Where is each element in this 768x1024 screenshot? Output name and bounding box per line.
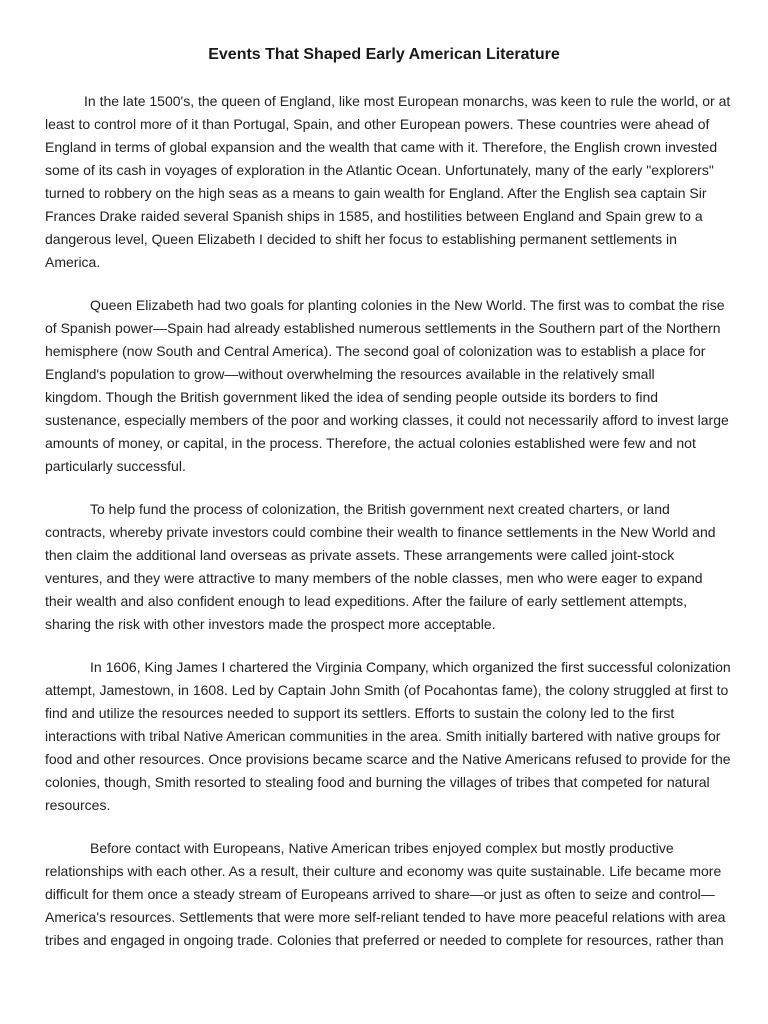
paragraph-line: attempt, Jamestown, in 1608. Led by Captain John Smith (of Pocahontas fame), the colony struggled at first to — [45, 682, 729, 698]
document-title: Events That Shaped Early American Literature — [208, 46, 560, 63]
paragraph-line: In 1606, King James I chartered the Virginia Company, which organized the first successful colonization — [90, 659, 731, 675]
paragraph-line: hemisphere (now South and Central America). The second goal of colonization was to establish a place for — [45, 343, 706, 359]
document-body — [45, 90, 731, 972]
paragraph-4 — [45, 656, 731, 817]
paragraph-1 — [45, 90, 731, 274]
paragraph-line: In the late 1500's, the queen of England, like most European monarchs, was keen to rule the world, or at — [84, 93, 731, 109]
paragraph-line: turned to robbery on the high seas as a means to gain wealth for England. After the English sea captain Sir — [45, 185, 707, 201]
paragraph-line: sustenance, especially members of the poor and working classes, it could not necessarily afford to invest large — [45, 412, 729, 428]
paragraph-line: relationships with each other. As a result, their culture and economy was quite sustainable. Life became more — [45, 863, 722, 879]
paragraph-line: their wealth and also confident enough to lead expeditions. After the failure of early settlement attempts, — [45, 593, 688, 609]
paragraph-line: resources. — [45, 797, 111, 813]
paragraph-line: interactions with tribal Native American communities in the area. Smith initially bartered with native groups for — [45, 728, 721, 744]
paragraph-line: contracts, whereby private investors could combine their wealth to finance settlements in the New World and — [45, 524, 716, 540]
paragraph-line: sharing the risk with other investors made the prospect more acceptable. — [45, 616, 496, 632]
paragraph-line: Queen Elizabeth had two goals for planting colonies in the New World. The first was to combat the rise — [90, 297, 725, 313]
paragraph-line: America. — [45, 254, 101, 270]
paragraph-line: difficult for them once a steady stream of Europeans arrived to share—or just as often to seize and control— — [45, 886, 715, 902]
paragraph-5 — [45, 837, 725, 952]
paragraph-line: America's resources. Settlements that were more self-reliant tended to have more peaceful relations with area — [45, 909, 726, 925]
paragraph-line: To help fund the process of colonization, the British government next created charters, or land — [90, 501, 670, 517]
paragraph-line: England in terms of global expansion and the wealth that came with it. Therefore, the English crown invested — [45, 139, 718, 155]
paragraph-line: kingdom. Though the British government liked the idea of sending people outside its borders to find — [45, 389, 659, 405]
paragraph-line: find and utilize the resources needed to support its settlers. Efforts to sustain the colony led to the first — [45, 705, 675, 721]
paragraph-line: Before contact with Europeans, Native American tribes enjoyed complex but mostly productive — [90, 840, 674, 856]
paragraph-line: of Spanish power—Spain had already established numerous settlements in the Southern part of the Northern — [45, 320, 721, 336]
paragraph-line: tribes and engaged in ongoing trade. Colonies that preferred or needed to complete for resources, rather than — [45, 932, 724, 948]
paragraph-line: particularly successful. — [45, 458, 186, 474]
paragraph-line: amounts of money, or capital, in the process. Therefore, the actual colonies established were few and not — [45, 435, 696, 451]
paragraph-line: ventures, and they were attractive to many members of the noble classes, men who were eager to expand — [45, 570, 703, 586]
paragraph-line: least to control more of it than Portugal, Spain, and other European powers. These countries were ahead of — [45, 116, 710, 132]
paragraph-line: colonies, though, Smith resorted to stealing food and burning the villages of tribes that competed for natural — [45, 774, 710, 790]
paragraph-line: some of its cash in voyages of exploration in the Atlantic Ocean. Unfortunately, many of the early "explorers" — [45, 162, 714, 178]
paragraph-line: then claim the additional land overseas as private assets. These arrangements were called joint-stock — [45, 547, 675, 563]
paragraph-line: dangerous level, Queen Elizabeth I decided to shift her focus to establishing permanent settlements in — [45, 231, 677, 247]
paragraph-2 — [45, 294, 729, 478]
paragraph-line: England's population to grow—without overwhelming the resources available in the relatively small — [45, 366, 655, 382]
paragraph-3 — [45, 498, 725, 636]
paragraph-line: Frances Drake raided several Spanish ships in 1585, and hostilities between England and Spain grew to a — [45, 208, 703, 224]
paragraph-line: food and other resources. Once provisions became scarce and the Native Americans refused to provide for the — [45, 751, 731, 767]
